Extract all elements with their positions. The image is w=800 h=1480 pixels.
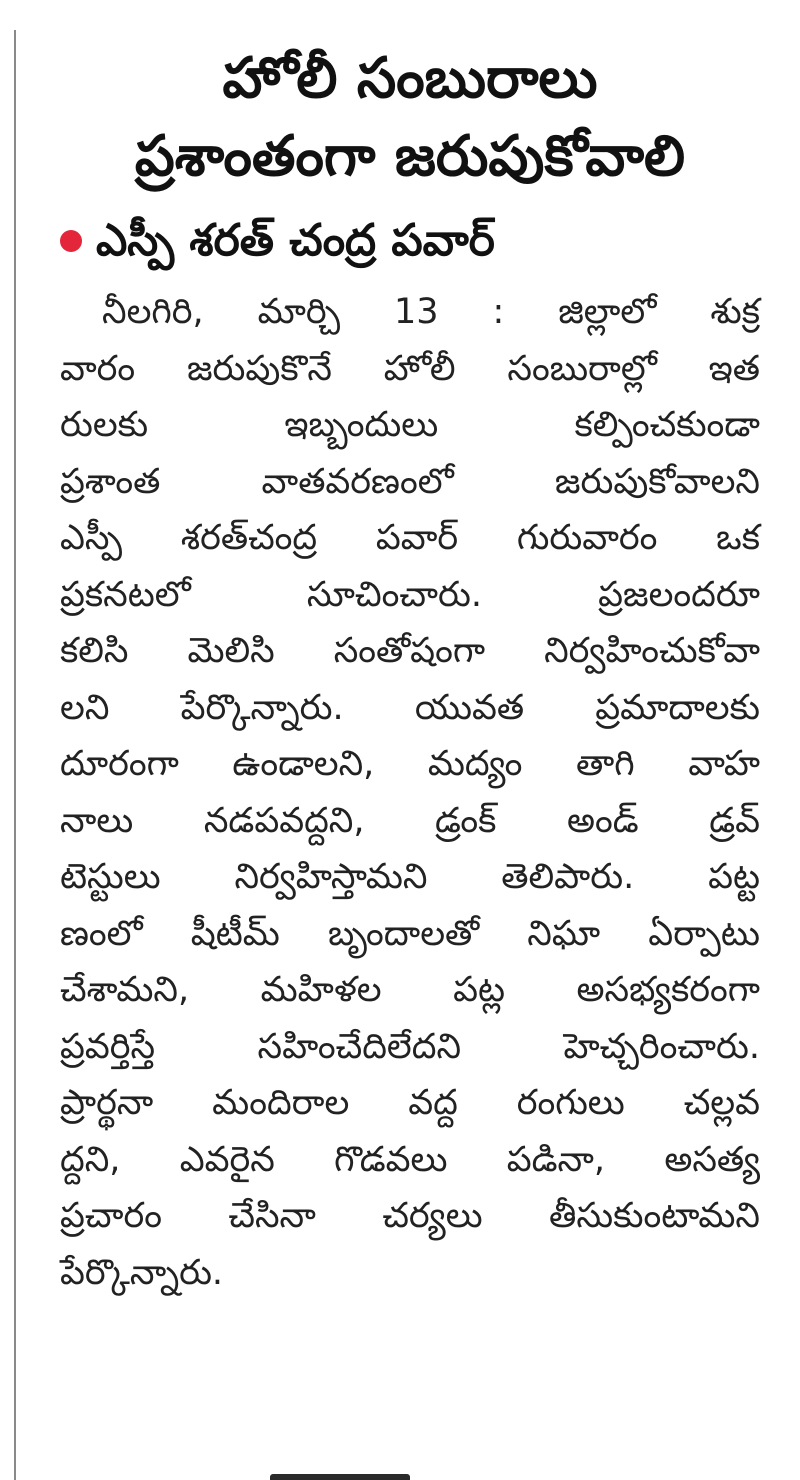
body-line: టెస్టులు నిర్వహిస్తామని తెలిపారు. పట్ట [60,857,760,897]
body-line: ప్రార్థనా మందిరాల వద్ద రంగులు చల్లవ [60,1083,760,1123]
body-line: ప్రచారం చేసినా చర్యలు తీసుకుంటామని [60,1196,760,1236]
body-line: పేర్కొన్నారు. [60,1252,224,1293]
body-line: ణంలో షీటీమ్‌ బృందాలతో నిఘా ఏర్పాటు [60,913,760,954]
body-line: ప్రకనటలో సూచించారు. ప్రజలందరూ [60,574,760,615]
subhead-text: ఎస్పీ శరత్‌ చంద్ర పవార్‌ [96,215,495,266]
body-line: లని పేర్కొన్నారు. యువత ప్రమాదాలకు [60,687,760,728]
headline-line-2: ప్రశాంతంగా జరుపుకోవాలి [134,124,686,189]
body-line: నాలు నడపవద్దని, డ్రంక్‌ అండ్‌ డ్రవ్‌ [60,800,760,841]
headline [60,40,760,196]
body-line: ద్దని, ఎవరైన గొడవలు పడినా, అసత్య [60,1139,760,1180]
body-line: వారం జరుపుకొనే హోలీ సంబురాల్లో ఇత [60,348,760,389]
body-line: ప్రశాంత వాతవరణంలో జరుపుకోవాలని [60,461,760,502]
body-line: ఎస్పీ శరత్‌చంద్ర పవార్‌ గురువారం ఒక [60,518,760,558]
body-line: చేశామని, మహిళల పట్ల అసభ్యకరంగా [60,970,760,1010]
article-body [60,284,760,1301]
news-article [60,40,760,1301]
red-dot-icon [60,230,82,252]
next-article-cut-edge [270,1456,410,1480]
body-line: నీలగిరి, మార్చి 13 : జిల్లాలో శుక్ర [102,292,760,332]
column-divider [14,30,16,1480]
body-line: రులకు ఇబ్బందులు కల్పించకుండా [60,405,760,445]
body-line: కలిసి మెలిసి సంతోషంగా నిర్వహించుకోవా [60,631,760,671]
body-line: దూరంగా ఉండాలని, మద్యం తాగి వాహ [60,744,760,784]
subhead [60,206,760,276]
body-line: ప్రవర్తిస్తే సహించేదిలేదని హెచ్చరించారు. [60,1026,760,1067]
headline-line-1: హోలీ సంబురాలు [222,46,598,111]
